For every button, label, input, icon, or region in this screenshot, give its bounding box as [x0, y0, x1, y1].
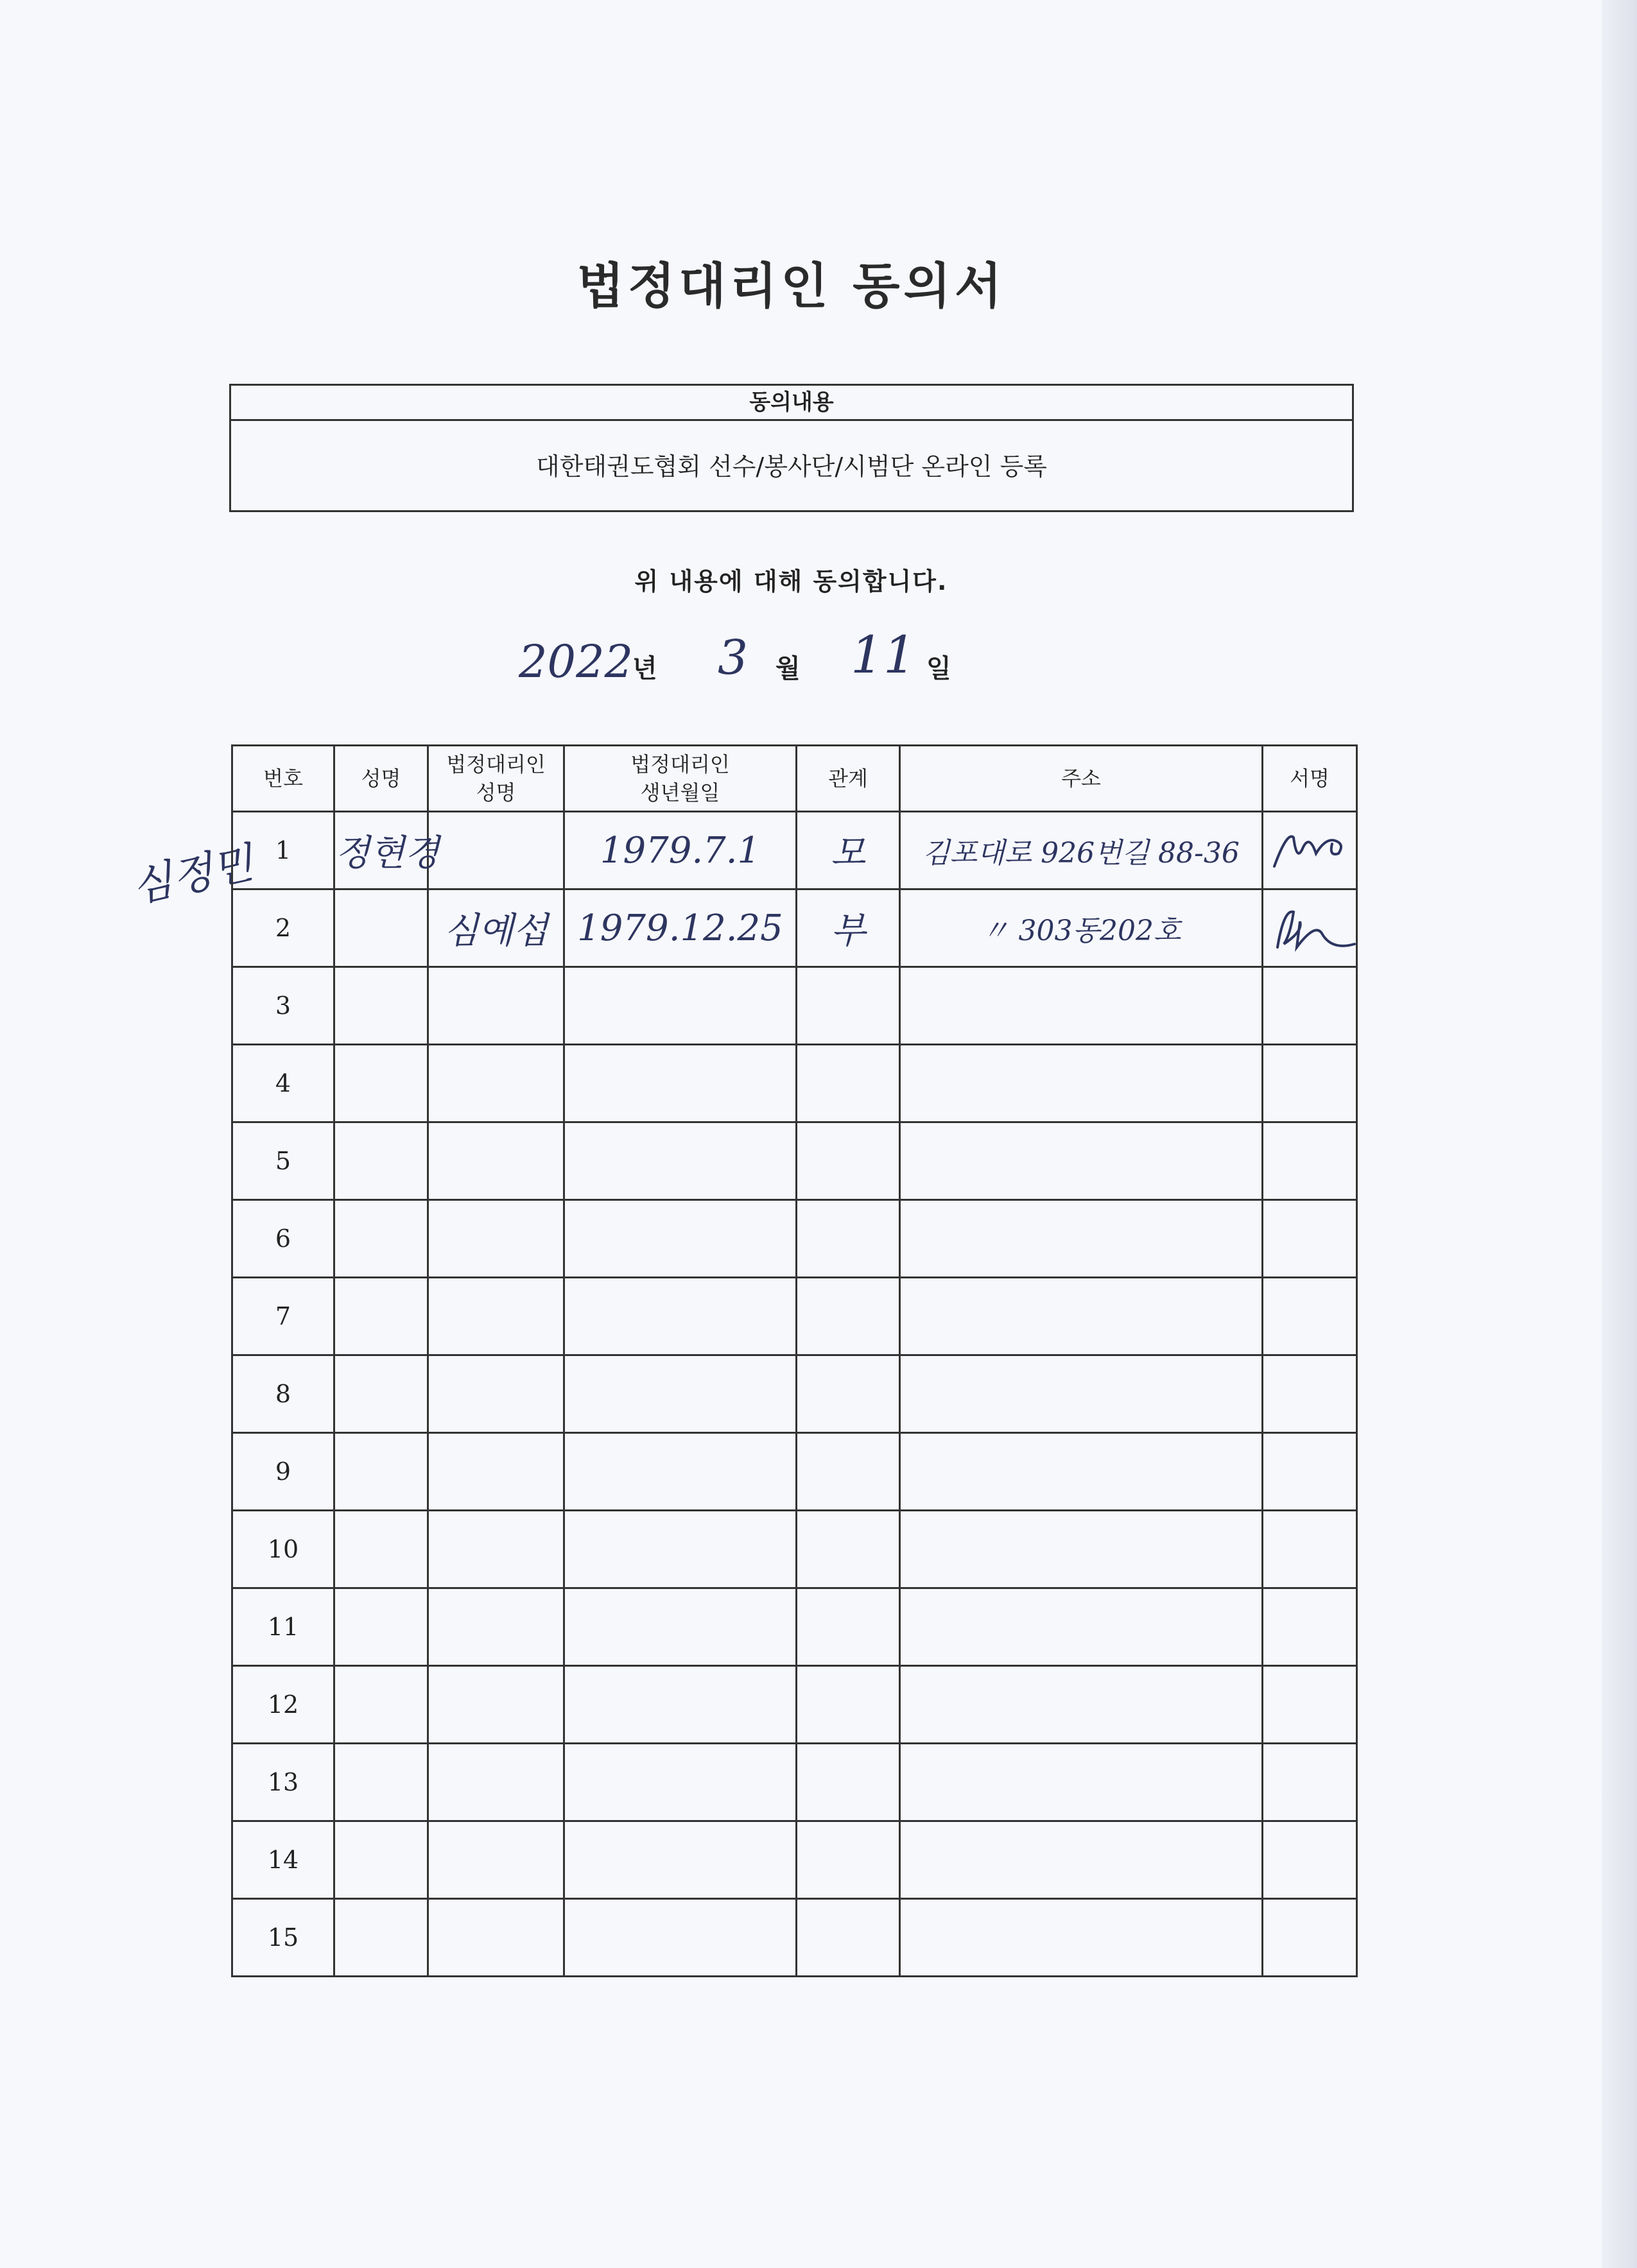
- signature-stroke: [1274, 836, 1341, 866]
- row-relation: [797, 1666, 900, 1744]
- row-signature: [1263, 1666, 1357, 1744]
- consent-heading: 동의내용: [231, 386, 1352, 421]
- row-number: [232, 1433, 334, 1511]
- row-address: [900, 1045, 1263, 1122]
- row-signature: [1263, 1355, 1357, 1433]
- row-address: [900, 1433, 1263, 1511]
- row-address: [900, 1666, 1263, 1744]
- signature-stroke: [1278, 912, 1355, 947]
- header-address: 주소: [900, 746, 1263, 812]
- guardian-roster-table: [231, 744, 1358, 1977]
- row-address: [900, 1744, 1263, 1821]
- date-month-unit: 월: [775, 654, 801, 683]
- row-name: [334, 1122, 428, 1200]
- row-guardian-name: [428, 889, 564, 967]
- header-signature: 서명: [1263, 746, 1357, 812]
- row-number: [232, 812, 334, 889]
- row-guardian-name: [428, 967, 564, 1045]
- row-name: [334, 1045, 428, 1122]
- row-relation: [797, 1122, 900, 1200]
- table-row: [232, 1355, 1357, 1433]
- row-guardian-name: [428, 1433, 564, 1511]
- row-guardian-birth: [564, 812, 797, 889]
- row-number: [232, 1588, 334, 1666]
- row-number-text: 15: [267, 1923, 299, 1952]
- row-relation: [797, 889, 900, 967]
- row-relation-text: 부: [830, 910, 866, 952]
- row-signature: [1263, 889, 1357, 967]
- row-relation: [797, 1433, 900, 1511]
- date-day: 11: [851, 625, 916, 685]
- row-guardian-birth: [564, 1666, 797, 1744]
- agreement-statement: 위 내용에 대해 동의합니다.: [634, 567, 948, 596]
- row-number: [232, 1744, 334, 1821]
- row-number: [232, 1355, 334, 1433]
- date-year: 2022: [519, 635, 634, 688]
- row-relation: [797, 967, 900, 1045]
- row-relation: [797, 1744, 900, 1821]
- table-row: [232, 889, 1357, 967]
- row-number: [232, 967, 334, 1045]
- row-number: [232, 1821, 334, 1899]
- row-guardian-birth: [564, 1122, 797, 1200]
- row-guardian-name: [428, 1588, 564, 1666]
- row-address-text: 〃 303동202호: [981, 915, 1181, 947]
- row-number: [232, 1899, 334, 1977]
- row-address: [900, 1511, 1263, 1588]
- row-relation: [797, 1588, 900, 1666]
- row-guardian-birth: [564, 967, 797, 1045]
- row-number: [232, 1045, 334, 1122]
- row-guardian-name: [428, 1122, 564, 1200]
- row-guardian-birth: [564, 1278, 797, 1355]
- row-guardian-birth: [564, 1433, 797, 1511]
- row-address: [900, 967, 1263, 1045]
- header-guardian-name: 법정대리인 성명: [428, 746, 564, 812]
- row-number-text: 9: [275, 1457, 291, 1486]
- row-number: [232, 1200, 334, 1278]
- row-guardian-birth: [564, 889, 797, 967]
- header-name: 성명: [334, 746, 428, 812]
- row-name: [334, 889, 428, 967]
- row-signature: [1263, 1278, 1357, 1355]
- row-signature: [1263, 1433, 1357, 1511]
- row-guardian-name: [428, 1045, 564, 1122]
- row-number: [232, 1122, 334, 1200]
- row-signature: [1263, 1511, 1357, 1588]
- row-guardian-birth: [564, 1511, 797, 1588]
- row-signature: [1263, 1744, 1357, 1821]
- row-number-text: 4: [275, 1069, 291, 1097]
- table-row: [232, 1200, 1357, 1278]
- row-guardian-name: [428, 1821, 564, 1899]
- table-row: [232, 967, 1357, 1045]
- row-guardian-birth-text: 1979.7.1: [600, 829, 761, 872]
- row-guardian-name: [428, 1666, 564, 1744]
- row-guardian-name: [428, 1899, 564, 1977]
- row-name: [334, 1278, 428, 1355]
- row-address: [900, 1355, 1263, 1433]
- table-row: [232, 812, 1357, 889]
- handwritten-signature: [1265, 896, 1355, 960]
- row-address: [900, 1200, 1263, 1278]
- row-guardian-birth: [564, 1200, 797, 1278]
- row-guardian-birth: [564, 1744, 797, 1821]
- row-guardian-birth: [564, 1355, 797, 1433]
- row-signature: [1263, 1045, 1357, 1122]
- row-relation: [797, 1511, 900, 1588]
- row-name-text: 정현경: [335, 832, 440, 874]
- row-signature: [1263, 812, 1357, 889]
- header-number: 번호: [232, 746, 334, 812]
- row-signature: [1263, 1122, 1357, 1200]
- row-guardian-name: [428, 1355, 564, 1433]
- row-relation: [797, 1355, 900, 1433]
- row-number-text: 2: [275, 914, 291, 942]
- row-signature: [1263, 1588, 1357, 1666]
- row-number: [232, 1511, 334, 1588]
- row-guardian-name: [428, 1511, 564, 1588]
- row-number-text: 13: [267, 1768, 299, 1796]
- row-guardian-birth: [564, 1821, 797, 1899]
- row-relation: [797, 1045, 900, 1122]
- handwritten-signature: [1265, 818, 1355, 882]
- row-name: [334, 1666, 428, 1744]
- row-address: [900, 889, 1263, 967]
- row-number-text: 12: [267, 1690, 299, 1719]
- row-number: [232, 1278, 334, 1355]
- row-address: [900, 1278, 1263, 1355]
- row-signature: [1263, 1899, 1357, 1977]
- table-row: [232, 1278, 1357, 1355]
- row-name: [334, 1744, 428, 1821]
- table-row: [232, 1433, 1357, 1511]
- row-address: [900, 812, 1263, 889]
- row-name: [334, 1588, 428, 1666]
- row-signature: [1263, 967, 1357, 1045]
- row-address: [900, 1122, 1263, 1200]
- consent-content: 대한태권도협회 선수/봉사단/시범단 온라인 등록: [535, 452, 1047, 481]
- date-year-unit: 년: [632, 654, 657, 683]
- row-number-text: 14: [267, 1846, 299, 1874]
- row-guardian-birth: [564, 1588, 797, 1666]
- row-number-text: 8: [275, 1380, 291, 1408]
- margin-handwritten-note: 심정민: [127, 838, 258, 913]
- row-number-text: 7: [275, 1302, 291, 1330]
- row-relation: [797, 1200, 900, 1278]
- row-relation: [797, 1899, 900, 1977]
- date-day-unit: 일: [926, 654, 951, 683]
- row-number-text: 3: [275, 992, 291, 1020]
- row-number-text: 11: [267, 1613, 299, 1641]
- row-name: [334, 1899, 428, 1977]
- row-guardian-name: [428, 1278, 564, 1355]
- row-number-text: 10: [267, 1535, 299, 1563]
- row-relation: [797, 1821, 900, 1899]
- table-row: [232, 1821, 1357, 1899]
- row-number-text: 6: [275, 1224, 291, 1253]
- row-guardian-name: [428, 812, 564, 889]
- row-signature: [1263, 1821, 1357, 1899]
- row-guardian-birth-text: 1979.12.25: [577, 907, 783, 949]
- row-name: [334, 1355, 428, 1433]
- row-name: [334, 967, 428, 1045]
- row-relation: [797, 1278, 900, 1355]
- row-guardian-name: [428, 1200, 564, 1278]
- table-row: [232, 1511, 1357, 1588]
- header-guardian-birth: 법정대리인 생년월일: [564, 746, 797, 812]
- header-relation: 관계: [797, 746, 900, 812]
- consent-content-box: [229, 384, 1354, 512]
- row-name: [334, 1511, 428, 1588]
- row-name: [334, 1433, 428, 1511]
- row-name: [334, 1821, 428, 1899]
- row-guardian-name: [428, 1744, 564, 1821]
- row-number: [232, 889, 334, 967]
- scanner-page-edge: [1602, 0, 1637, 2268]
- table-header-row: [232, 746, 1357, 812]
- table-row: [232, 1666, 1357, 1744]
- row-relation: [797, 812, 900, 889]
- table-row: [232, 1045, 1357, 1122]
- table-row: [232, 1122, 1357, 1200]
- row-name: [334, 1200, 428, 1278]
- table-row: [232, 1899, 1357, 1977]
- row-address: [900, 1899, 1263, 1977]
- row-number-text: 1: [275, 836, 291, 864]
- date-month: 3: [718, 630, 749, 685]
- row-address: [900, 1588, 1263, 1666]
- row-number-text: 5: [275, 1147, 291, 1175]
- row-guardian-birth: [564, 1045, 797, 1122]
- row-signature: [1263, 1200, 1357, 1278]
- row-address-text: 김포대로 926번길 88-36: [922, 837, 1240, 870]
- table-row: [232, 1588, 1357, 1666]
- document-title: 법정대리인 동의서: [576, 257, 1006, 314]
- row-guardian-name-text: 심예섭: [444, 910, 548, 952]
- row-number: [232, 1666, 334, 1744]
- table-row: [232, 1744, 1357, 1821]
- row-guardian-birth: [564, 1899, 797, 1977]
- row-name: [334, 812, 440, 889]
- row-address: [900, 1821, 1263, 1899]
- date-line: [0, 625, 1582, 693]
- row-relation-text: 모: [830, 832, 866, 874]
